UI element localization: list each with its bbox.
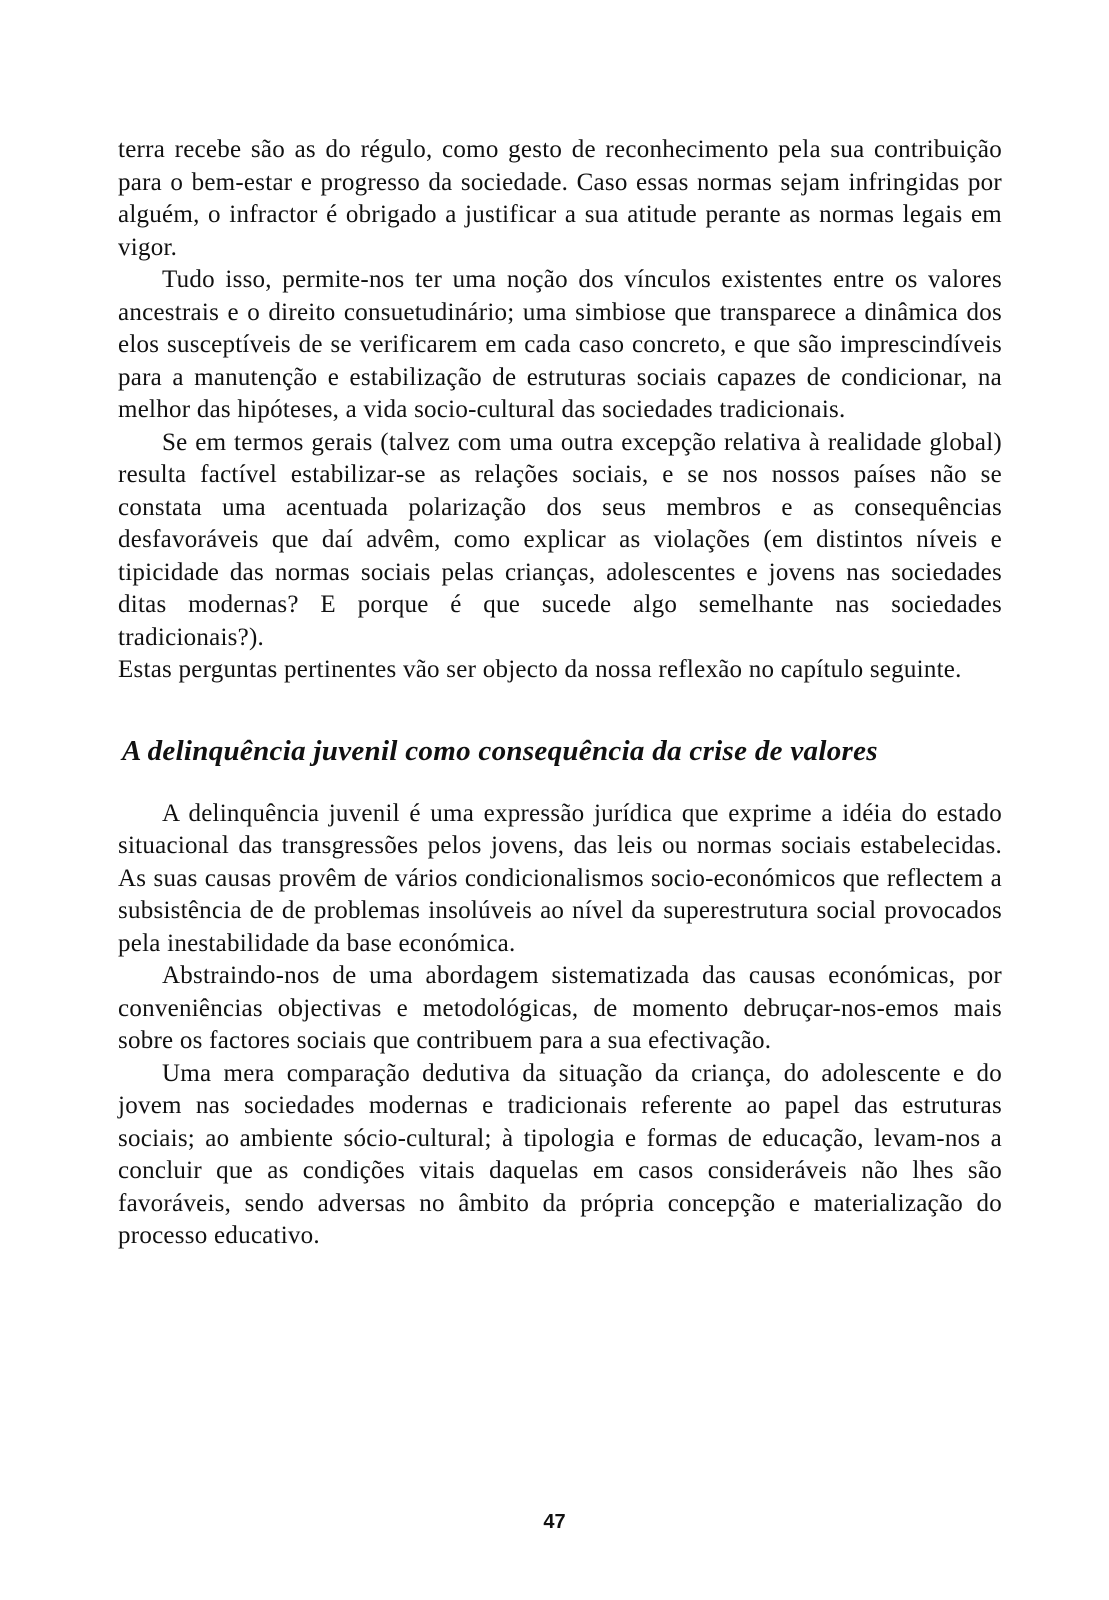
section-heading: A delinquência juvenil como consequência da crise de valores [122,734,878,767]
paragraph-definicao: A delinquência juvenil é uma expressão jurídica que exprime a idéia do estado situacional das transgressões pelos jovens, das leis ou normas sociais estabelecidas. As suas causas provêm de vários condicionalismos socio-económicos que reflectem a subsistência de de problemas insolúveis ao nível da superestrutura social provocados pela inestabilidade da base económica. [118,799,1002,957]
paragraph-termos-gerais: Se em termos gerais (talvez com uma outra excepção relativa à realidade global) resulta factível estabilizar-se as relações sociais, e se nos nossos países não se constata uma acentuada polarização dos seus membros e as consequências desfavoráveis que daí advêm, como explicar as violações (em distintos níveis e tipicidade das normas sociais pelas crianças, adolescentes e jovens nas sociedades ditas modernas? E porque é que sucede algo semelhante nas sociedades tradicionais?). [118,428,1002,651]
page-number: 47 [543,1511,566,1533]
page-body [118,134,1002,1253]
section-delinquencia [118,733,1002,1253]
paragraph-vinculos: Tudo isso, permite-nos ter uma noção dos vínculos existentes entre os valores ancestrais e o direito consuetudinário; uma simbiose que transparece a dinâmica dos elos susceptíveis de se verificarem em cada caso concreto, e que são imprescindíveis para a manutenção e estabilização de estruturas sociais capazes de condicionar, na melhor das hipóteses, a vida socio-cultural das sociedades tradicionais. [118,266,1002,423]
paragraph-continuation: terra recebe são as do régulo, como gesto de reconhecimento pela sua contribuição para o bem-estar e progresso da sociedade. Caso essas normas sejam infringidas por alguém, o infractor é obrigado a justificar a sua atitude perante as normas legais em vigor. [118,136,1002,261]
paragraph-perguntas: Estas perguntas pertinentes vão ser objecto da nossa reflexão no capítulo seguinte. [118,656,962,683]
paragraph-comparacao: Uma mera comparação dedutiva da situação da criança, do adolescente e do jovem nas sociedades modernas e tradicionais referente ao papel das estruturas sociais; ao ambiente sócio-cultural; à tipologia e formas de educação, levam-nos a concluir que as condições vitais daquelas em casos consideráveis não lhes são favoráveis, sendo adversas no âmbito da própria concepção e materialização do processo educativo. [118,1059,1002,1249]
paragraph-abstraindo: Abstraindo-nos de uma abordagem sistematizada das causas económicas, por conveniências objectivas e metodológicas, de momento debruçar-nos-emos mais sobre os factores sociais que contribuem para a sua efectivação. [118,962,1002,1054]
